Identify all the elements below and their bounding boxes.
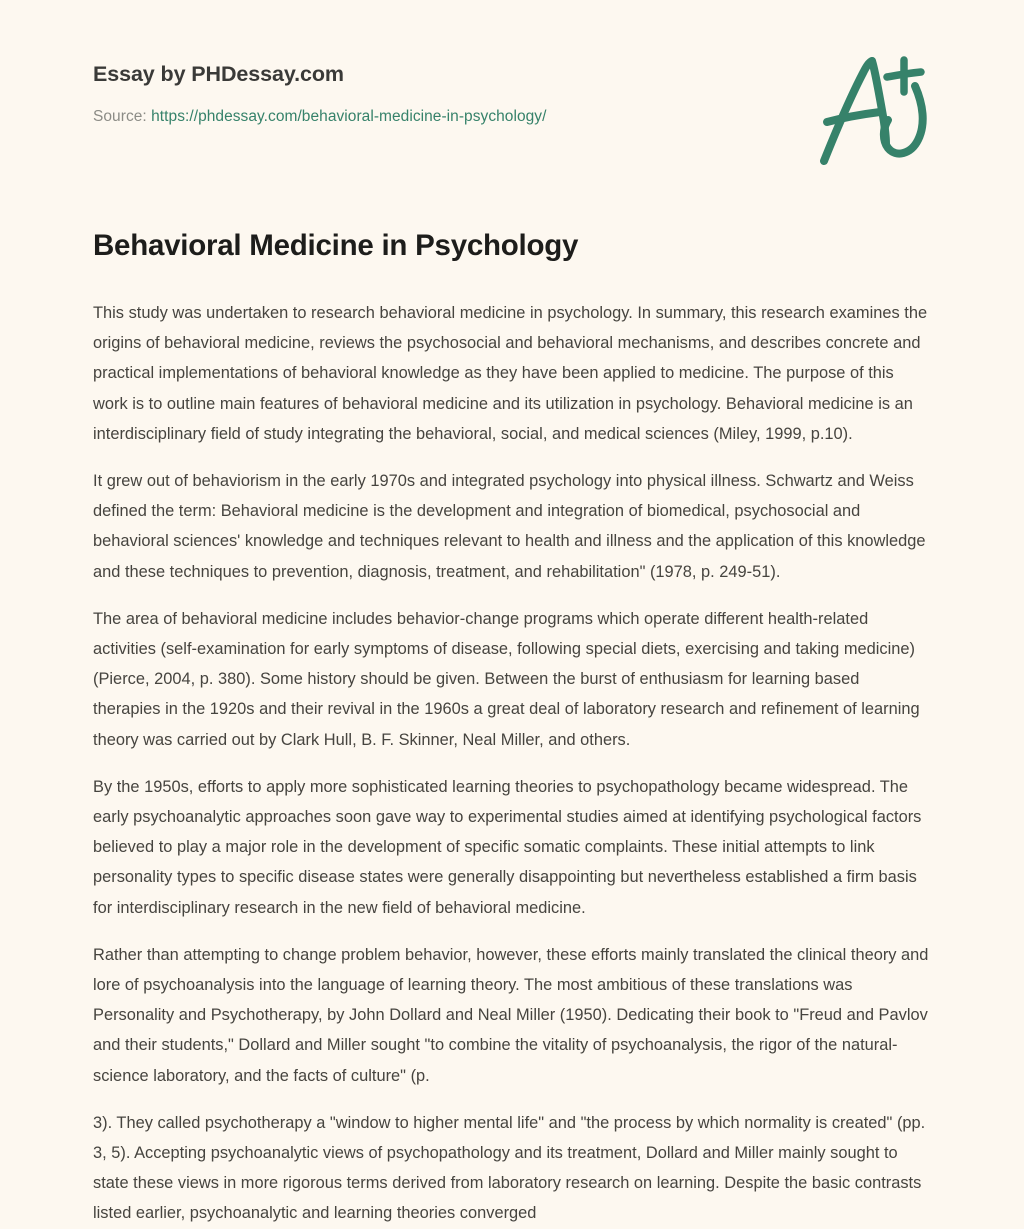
article-paragraph: By the 1950s, efforts to apply more sophisticated learning theories to psychopathology became widespread. The early psychoanalytic approaches soon gave way to experimental studies aimed at identifying psychological factors believed to play a major role in the development of specific somatic complaints. These initial attempts to link personality types to specific disease states were generally disappointing but nevertheless established a firm basis for interdisciplinary research in the new field of behavioral medicine. xyxy=(93,777,922,917)
article-body xyxy=(93,298,931,1229)
article-paragraph: The area of behavioral medicine includes behavior-change programs which operate different health-related activities (self-examination for early symptoms of disease, following special diets, exercising and taking medicine) (Pierce, 2004, p. 380). Some history should be given. Between the burst of enthusiasm for learning based therapies in the 1920s and their revival in the 1960s a great deal of laboratory research and refinement of learning theory was carried out by Clark Hull, B. F. Skinner, Neal Miller, and others. xyxy=(93,609,920,749)
source-url-link[interactable]: https://phdessay.com/behavioral-medicine-in-psychology/ xyxy=(151,107,547,125)
article-paragraph: Rather than attempting to change problem behavior, however, these efforts mainly translated the clinical theory and lore of psychoanalysis into the language of learning theory. The most ambitious of these translations was Personality and Psychotherapy, by John Dollard and Neal Miller (1950). Dedicating their book to "Freud and Pavlov and their students," Dollard and Miller sought "to combine the vitality of psychoanalysis, the rigor of the natural-science laboratory, and the facts of culture" (p. xyxy=(93,945,929,1085)
page-title: Behavioral Medicine in Psychology xyxy=(93,229,579,262)
brand-title: Essay by PHDessay.com xyxy=(93,62,344,86)
article-paragraph: It grew out of behaviorism in the early 1970s and integrated psychology into physical illness. Schwartz and Weiss defined the term: Behavioral medicine is the development and integration of biomedical, psychosocial and behavioral sciences' knowledge and techniques relevant to health and illness and the application of this knowledge and these techniques to prevention, diagnosis, treatment, and rehabilitation" (1978, p. 249-51). xyxy=(93,472,926,581)
page-header xyxy=(0,0,1024,148)
article xyxy=(0,228,1024,1229)
source-line xyxy=(93,107,931,126)
article-paragraph: This study was undertaken to research behavioral medicine in psychology. In summary, this research examines the origins of behavioral medicine, reviews the psychosocial and behavioral mechanisms, and describes concrete and practical implementations of behavioral knowledge as they have been applied to medicine. The purpose of this work is to outline main features of behavioral medicine and its utilization in psychology. Behavioral medicine is an interdisciplinary field of study integrating the behavioral, social, and medical sciences (Miley, 1999, p.10). xyxy=(93,303,928,443)
a-plus-handwritten-logo xyxy=(816,48,946,173)
article-paragraph: 3). They called psychotherapy a "window to higher mental life" and "the process by which normality is created" (pp. 3, 5). Accepting psychoanalytic views of psychopathology and its treatment, Dollard and Miller mainly sought to state these views in more rigorous terms derived from laboratory research on learning. Despite the basic contrasts listed earlier, psychoanalytic and learning theories converged xyxy=(93,1113,926,1223)
source-label: Source: xyxy=(93,107,147,125)
